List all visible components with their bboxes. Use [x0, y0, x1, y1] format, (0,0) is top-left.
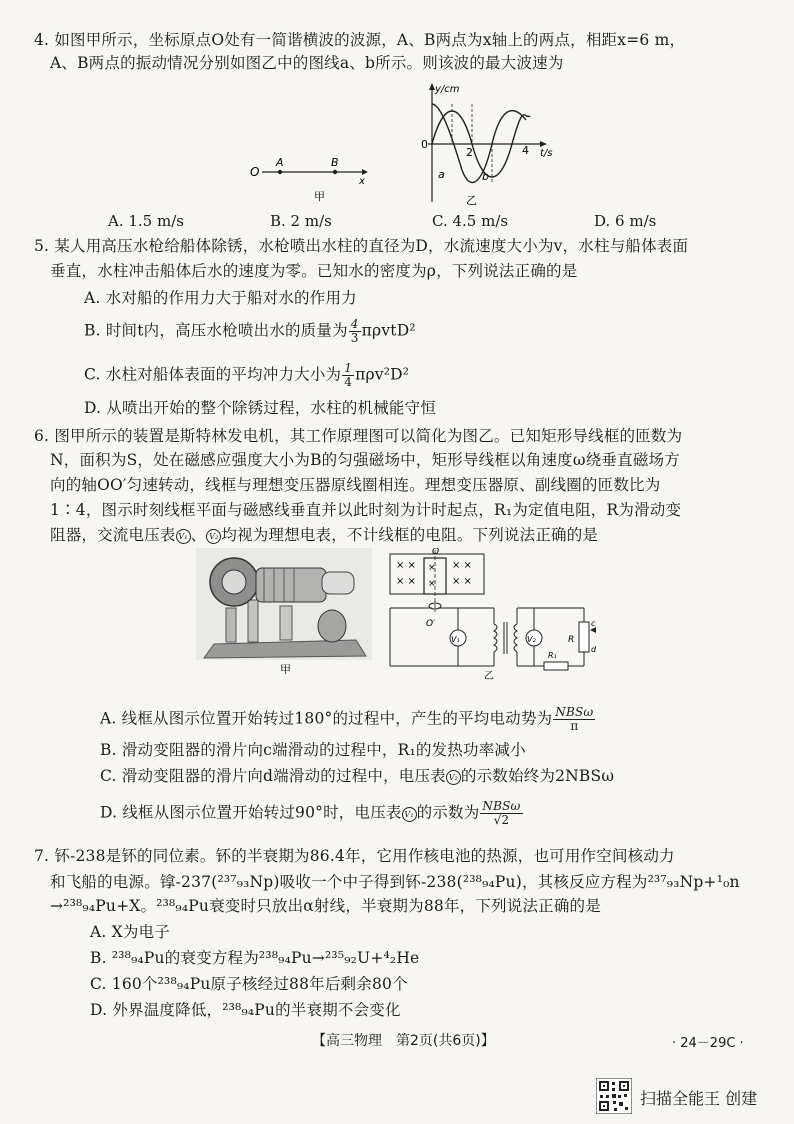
q6-yi-v2: V₂ [527, 635, 536, 644]
q5-option-c-text: C. 水柱对船体表面的平均冲力大小为 [84, 365, 342, 384]
footer-code: · 24－29C · [672, 1036, 744, 1051]
q5-option-c-expr: πρv²D² [355, 365, 410, 384]
stirling-engine-photo [196, 548, 372, 676]
watermark-text: 扫描全能王 创建 [640, 1089, 758, 1108]
q5-option-c [84, 362, 409, 389]
q5-option-b-text: B. 时间t内，高压水枪喷出水的质量为 [84, 321, 348, 340]
q6-option-b: B. 滑动变阻器的滑片向c端滑动的过程中，R₁的发热功率减小 [100, 741, 526, 759]
q6-jia-caption: 甲 [280, 663, 291, 676]
q6-line-5-end: 均视为理想电表，不计线框的电阻。下列说法正确的是 [221, 526, 599, 544]
q4-yi-xlabel: t/s [540, 148, 553, 159]
q6-line-4: 1∶4，图示时刻线框平面与磁感线垂直并以此时刻为计时起点，R₁为定值电阻，R为滑动变 [50, 501, 682, 519]
q4-yi-t4: 4 [522, 144, 529, 157]
q6-option-a [100, 706, 596, 733]
q6-option-c [100, 766, 614, 786]
q6-yi-v1: V₁ [451, 635, 460, 644]
q5-b-denominator: 3 [350, 331, 359, 345]
q4-option-d: D. 6 m/s [594, 212, 657, 230]
q4-jia-caption: 甲 [314, 190, 325, 203]
q6-line-3: 向的轴OO′匀速转动，线框与理想变压器原线圈相连。理想变压器原、副线圈的匝数比为 [50, 476, 661, 494]
q4-jia-a: A [276, 156, 284, 169]
q7-option-a: A. X为电子 [90, 923, 170, 941]
q4-yi-curve-b: b [482, 170, 489, 183]
q6-yi-o-top: O [432, 548, 440, 557]
q6-option-d-fraction [480, 800, 522, 827]
voltmeter-v2-icon: V₂ [206, 529, 221, 544]
q7-option-b: B. ²³⁸₉₄Pu的衰变方程为²³⁸₉₄Pu→²³⁵₉₂U+⁴₂He [90, 949, 420, 967]
svg-text:× ×: × × [452, 576, 472, 587]
q5-option-d: D. 从喷出开始的整个除锈过程，水柱的机械能守恒 [84, 399, 437, 417]
q6-line-1: 6. 图甲所示的装置是斯特林发电机，其工作原理图可以简化为图乙。已知矩形导线框的匝数为 [34, 427, 683, 445]
q6-option-c-text: C. 滑动变阻器的滑片向d端滑动的过程中，电压表 [100, 767, 446, 785]
q6-yi-c: c [591, 619, 596, 628]
q6-a-numerator: NBSω [555, 705, 594, 719]
q6-option-c-end: 的示数始终为2NBSω [460, 767, 615, 785]
q4-option-c: C. 4.5 m/s [432, 212, 509, 230]
q6-yi-d: d [591, 645, 597, 654]
q6-line-2: N，面积为S，处在磁感应强度大小为B的匀强磁场中，矩形导线框以角速度ω绕垂直磁场方 [50, 451, 680, 469]
q7-line-2: 和飞船的电源。镎-237(²³⁷₉₃Np)吸收一个中子得到钚-238(²³⁸₉₄Pu)，其核反应方程为²³⁷₉₃Np+¹₀n [50, 873, 740, 891]
generator-circuit-diagram [384, 548, 606, 680]
voltmeter-v2-icon: V₂ [446, 770, 461, 785]
footer-page-info: 【高三物理 第2页(共6页)】 [312, 1033, 495, 1049]
q5-c-denominator: 4 [344, 375, 353, 389]
q6-option-d-mid: 的示数为 [416, 803, 480, 822]
q4-line-2: A、B两点的振动情况分别如图乙中的图线a、b所示。则该波的最大波速为 [50, 54, 564, 72]
q5-option-c-fraction [342, 362, 354, 389]
q5-option-b-expr: πρvtD² [361, 321, 416, 340]
q4-yi-t2: 2 [466, 146, 473, 159]
q4-jia-b: B [331, 156, 339, 169]
page-footer [0, 1030, 794, 1054]
q6-option-d-text: D. 线框从图示位置开始转过90°时，电压表 [100, 803, 402, 822]
q6-a-denominator: π [570, 719, 579, 733]
q5-c-numerator: 1 [344, 361, 353, 375]
q7-option-d: D. 外界温度降低，²³⁸₉₄Pu的半衰期不会变化 [90, 1001, 401, 1019]
q4-yi-ylabel: y/cm [435, 84, 460, 95]
q4-jia-axis: x [359, 176, 365, 187]
q5-option-b-fraction [349, 318, 361, 345]
q7-line-1: 7. 钚-238是钚的同位素。钚的半衰期为86.4年，它用作核电池的热源，也可用作空间核动力 [34, 847, 675, 865]
q6-line-5-sep: 、 [190, 526, 207, 544]
q5-option-b [84, 318, 416, 345]
q4-yi-origin: 0 [421, 138, 428, 151]
q4-figure-yi [414, 80, 564, 210]
q4-yi-caption: 乙 [466, 194, 477, 207]
q4-yi-curve-a: a [438, 168, 445, 181]
q6-yi-caption: 乙 [484, 671, 494, 680]
q4-jia-origin: O [250, 165, 260, 179]
q6-yi-r: R [568, 635, 575, 645]
svg-text:× ×: × × [452, 560, 472, 571]
q6-line-5-start: 阻器，交流电压表 [50, 526, 176, 544]
svg-text:×: × [428, 579, 436, 589]
scanner-watermark [596, 1078, 786, 1118]
svg-text:× ×: × × [396, 576, 416, 587]
q5-line-1: 5. 某人用高压水枪给船体除锈，水枪喷出水柱的直径为D，水流速度大小为v，水柱与船体表面 [34, 237, 689, 255]
q6-yi-r1: R₁ [548, 651, 557, 660]
q6-yi-o-bottom: O′ [426, 619, 436, 629]
q7-line-3: →²³⁸₉₄Pu+X。²³⁸₉₄Pu衰变时只放出α射线，半衰期为88年，下列说法正确的是 [50, 897, 601, 915]
q5-b-numerator: 4 [350, 317, 359, 331]
q4-figure-jia [240, 150, 375, 205]
q6-line-5 [50, 525, 598, 545]
q4-options [108, 212, 748, 232]
q5-line-2: 垂直，水柱冲击船体后水的速度为零。已知水的密度为ρ，下列说法正确的是 [50, 262, 578, 280]
q5-option-a: A. 水对船的作用力大于船对水的作用力 [84, 289, 357, 307]
q7-option-c: C. 160个²³⁸₉₄Pu原子核经过88年后剩余80个 [90, 975, 408, 993]
q6-d-numerator: NBSω [482, 799, 521, 813]
voltmeter-v1-icon: V₁ [402, 807, 417, 822]
voltmeter-v1-icon: V₁ [176, 529, 191, 544]
svg-text:×: × [428, 563, 436, 573]
q6-option-a-text: A. 线框从图示位置开始转过180°的过程中，产生的平均电动势为 [100, 709, 553, 728]
q4-line-1: 4. 如图甲所示，坐标原点O处有一简谐横波的波源，A、B两点为x轴上的两点，相距x=6 m， [34, 31, 686, 49]
q6-option-d [100, 800, 524, 827]
svg-text:× ×: × × [396, 560, 416, 571]
q4-option-b: B. 2 m/s [270, 212, 332, 230]
q6-d-denominator: √2 [493, 813, 510, 827]
q4-option-a: A. 1.5 m/s [108, 212, 184, 230]
q6-option-a-fraction [553, 706, 595, 733]
qr-code-icon [596, 1078, 632, 1114]
